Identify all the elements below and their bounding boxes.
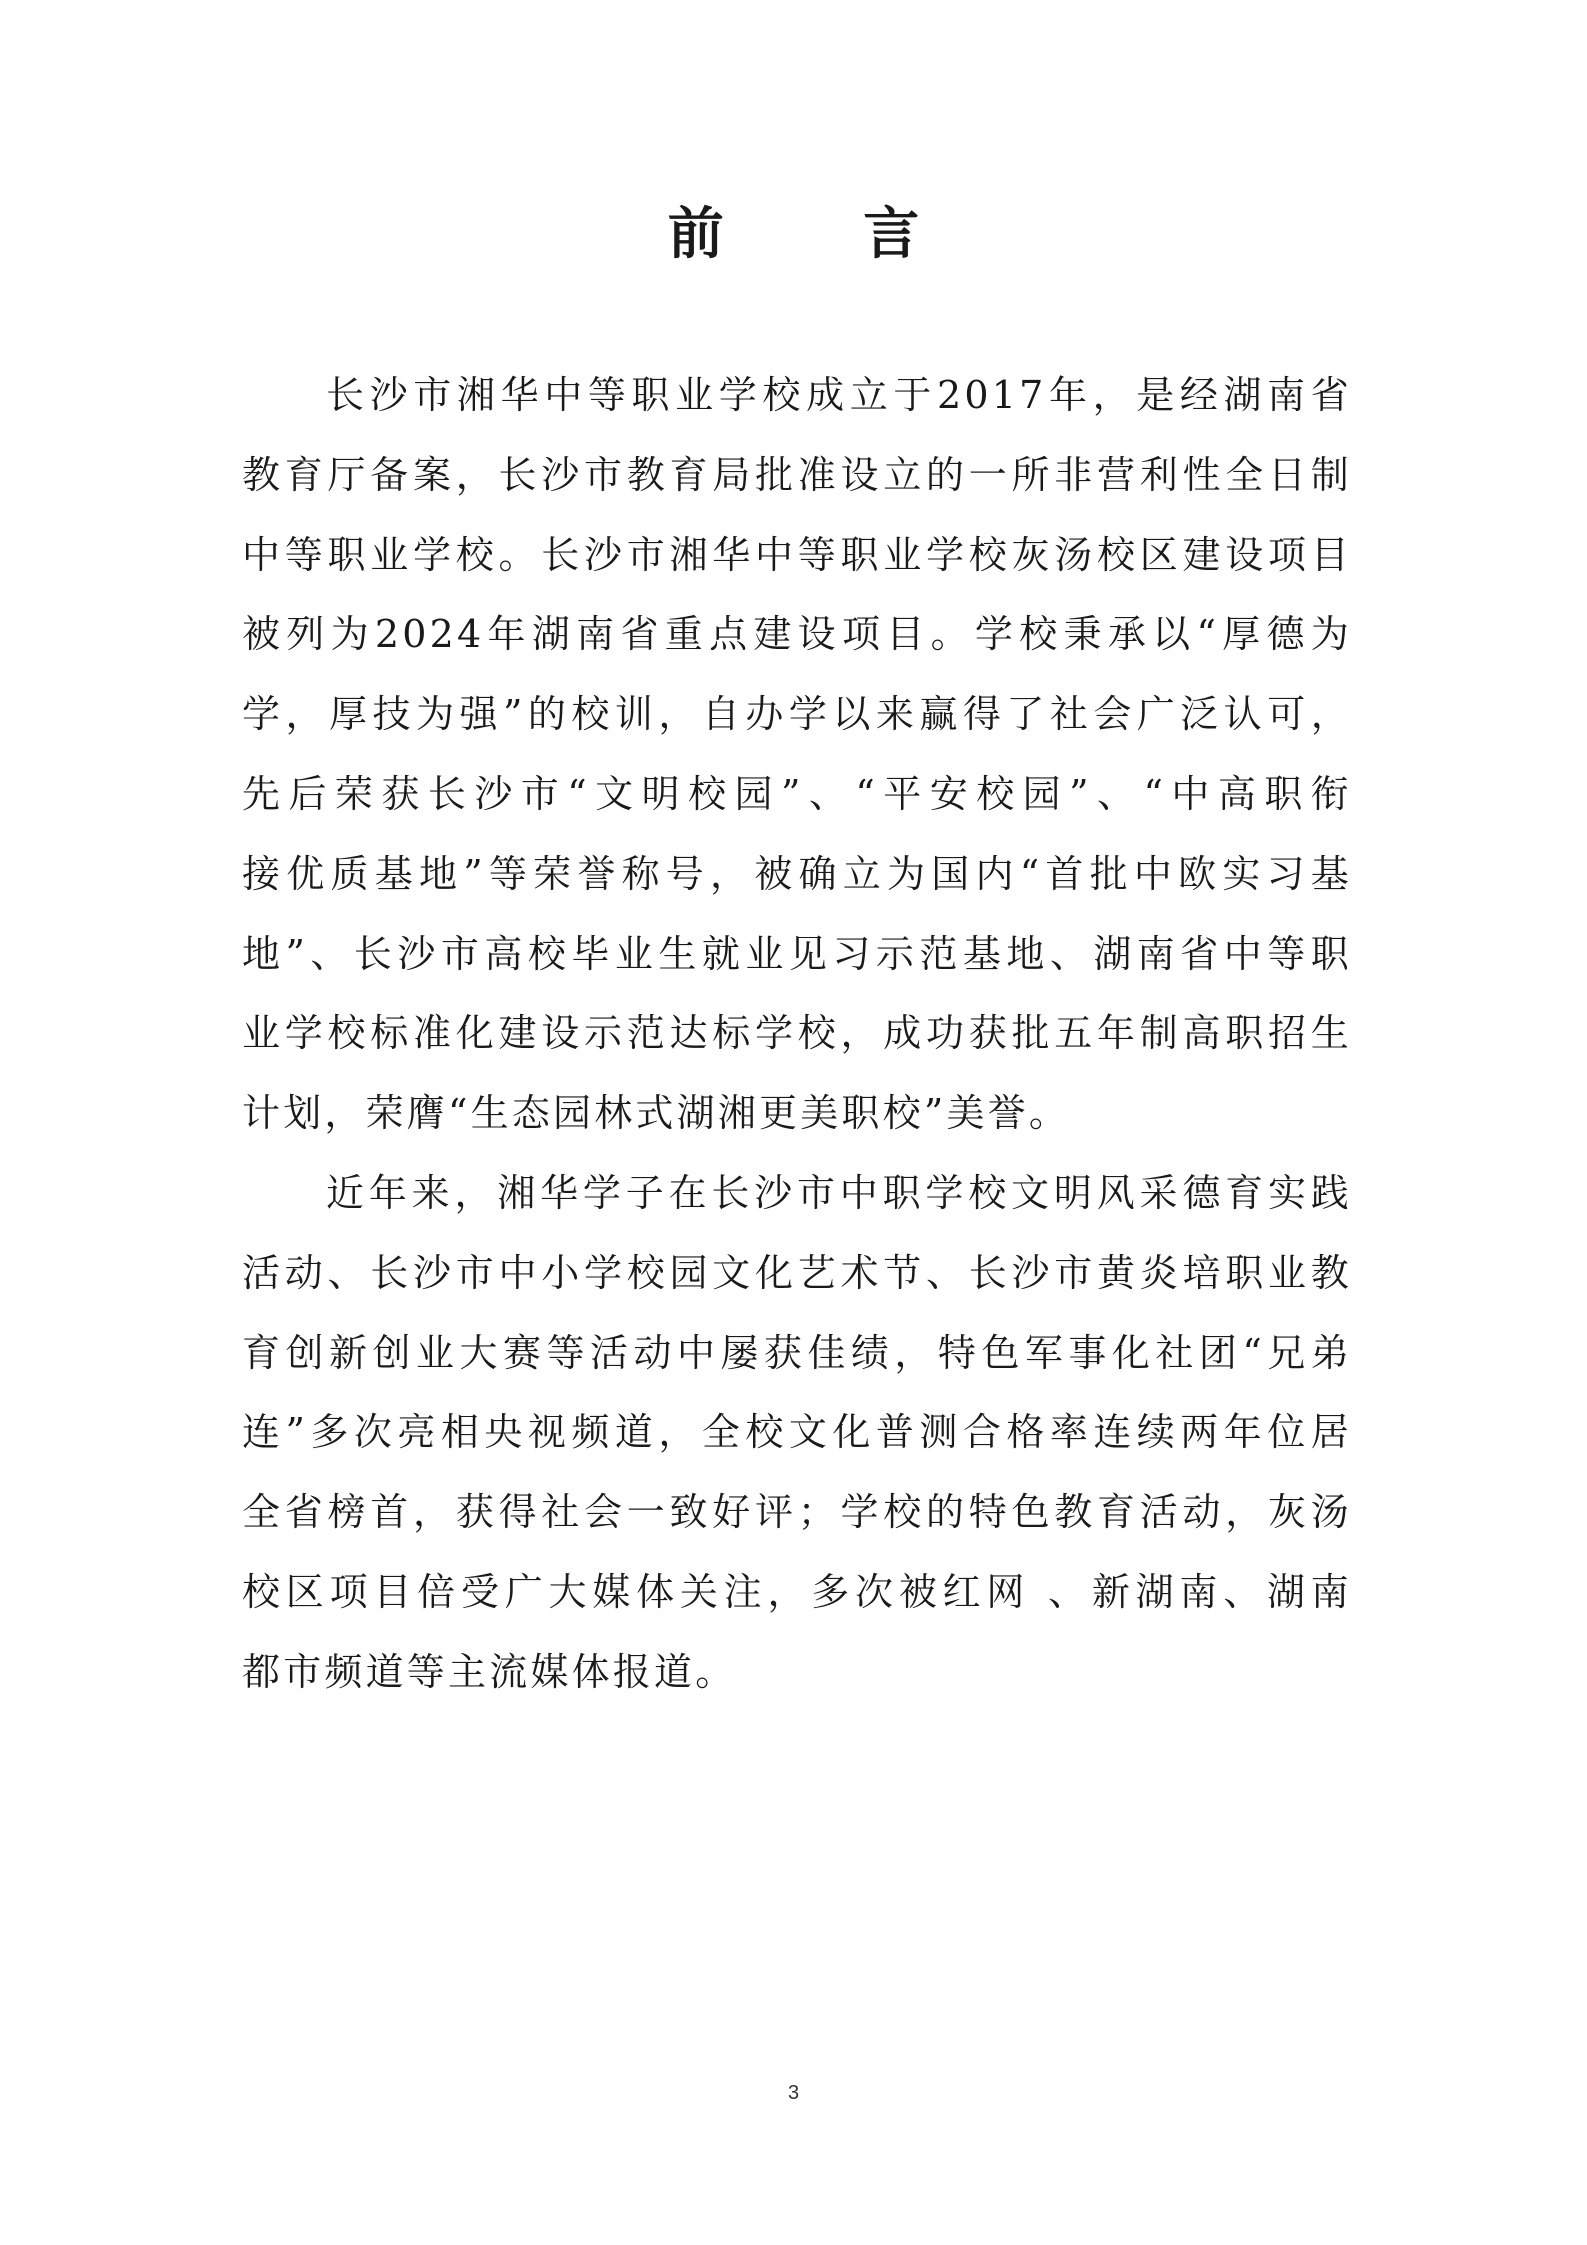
text-line: 先后荣获长沙市“文明校园”、“平安校园”、“中高职衔 [242, 771, 1352, 816]
text-line: 近年来，湘华学子在长沙市中职学校文明风采德育实践 [326, 1170, 1352, 1215]
text-line: 都市频道等主流媒体报道。 [242, 1649, 737, 1694]
text-line: 校区项目倍受广大媒体关注，多次被红网 、新湖南、湖南 [242, 1569, 1352, 1614]
text-line: 计划，荣膺“生态园林式湖湘更美职校”美誉。 [242, 1091, 1071, 1136]
text-line: 接优质基地”等荣誉称号，被确立为国内“首批中欧实习基 [242, 851, 1352, 896]
page-title: 前 言 [667, 202, 980, 267]
text-line: 育创新创业大赛等活动中屡获佳绩，特色军事化社团“兄弟 [242, 1330, 1352, 1375]
text-line: 活动、长沙市中小学校园文化艺术节、长沙市黄炎培职业教 [242, 1250, 1352, 1295]
text-line: 学，厚技为强”的校训，自办学以来赢得了社会广泛认可， [242, 692, 1352, 737]
text-line: 长沙市湘华中等职业学校成立于2017年，是经湖南省 [326, 373, 1352, 417]
text-line: 连”多次亮相央视频道，全校文化普测合格率连续两年位居 [242, 1410, 1352, 1455]
text-line: 业学校标准化建设示范达标学校，成功获批五年制高职招生 [242, 1011, 1352, 1056]
paragraph-1 [242, 356, 1352, 1154]
text-line: 中等职业学校。长沙市湘华中等职业学校灰汤校区建设项目 [242, 532, 1352, 577]
text-line: 全省榜首，获得社会一致好评；学校的特色教育活动，灰汤 [242, 1490, 1352, 1535]
text-line: 被列为2024年湖南省重点建设项目。学校秉承以“厚德为 [242, 612, 1352, 657]
paragraph-2 [242, 1154, 1352, 1713]
body-text [242, 356, 1352, 1713]
text-line: 教育厅备案，长沙市教育局批准设立的一所非营利性全日制 [242, 452, 1352, 497]
page-number: 3 [787, 2082, 800, 2104]
text-line: 地”、长沙市高校毕业生就业见习示范基地、湖南省中等职 [242, 931, 1352, 976]
